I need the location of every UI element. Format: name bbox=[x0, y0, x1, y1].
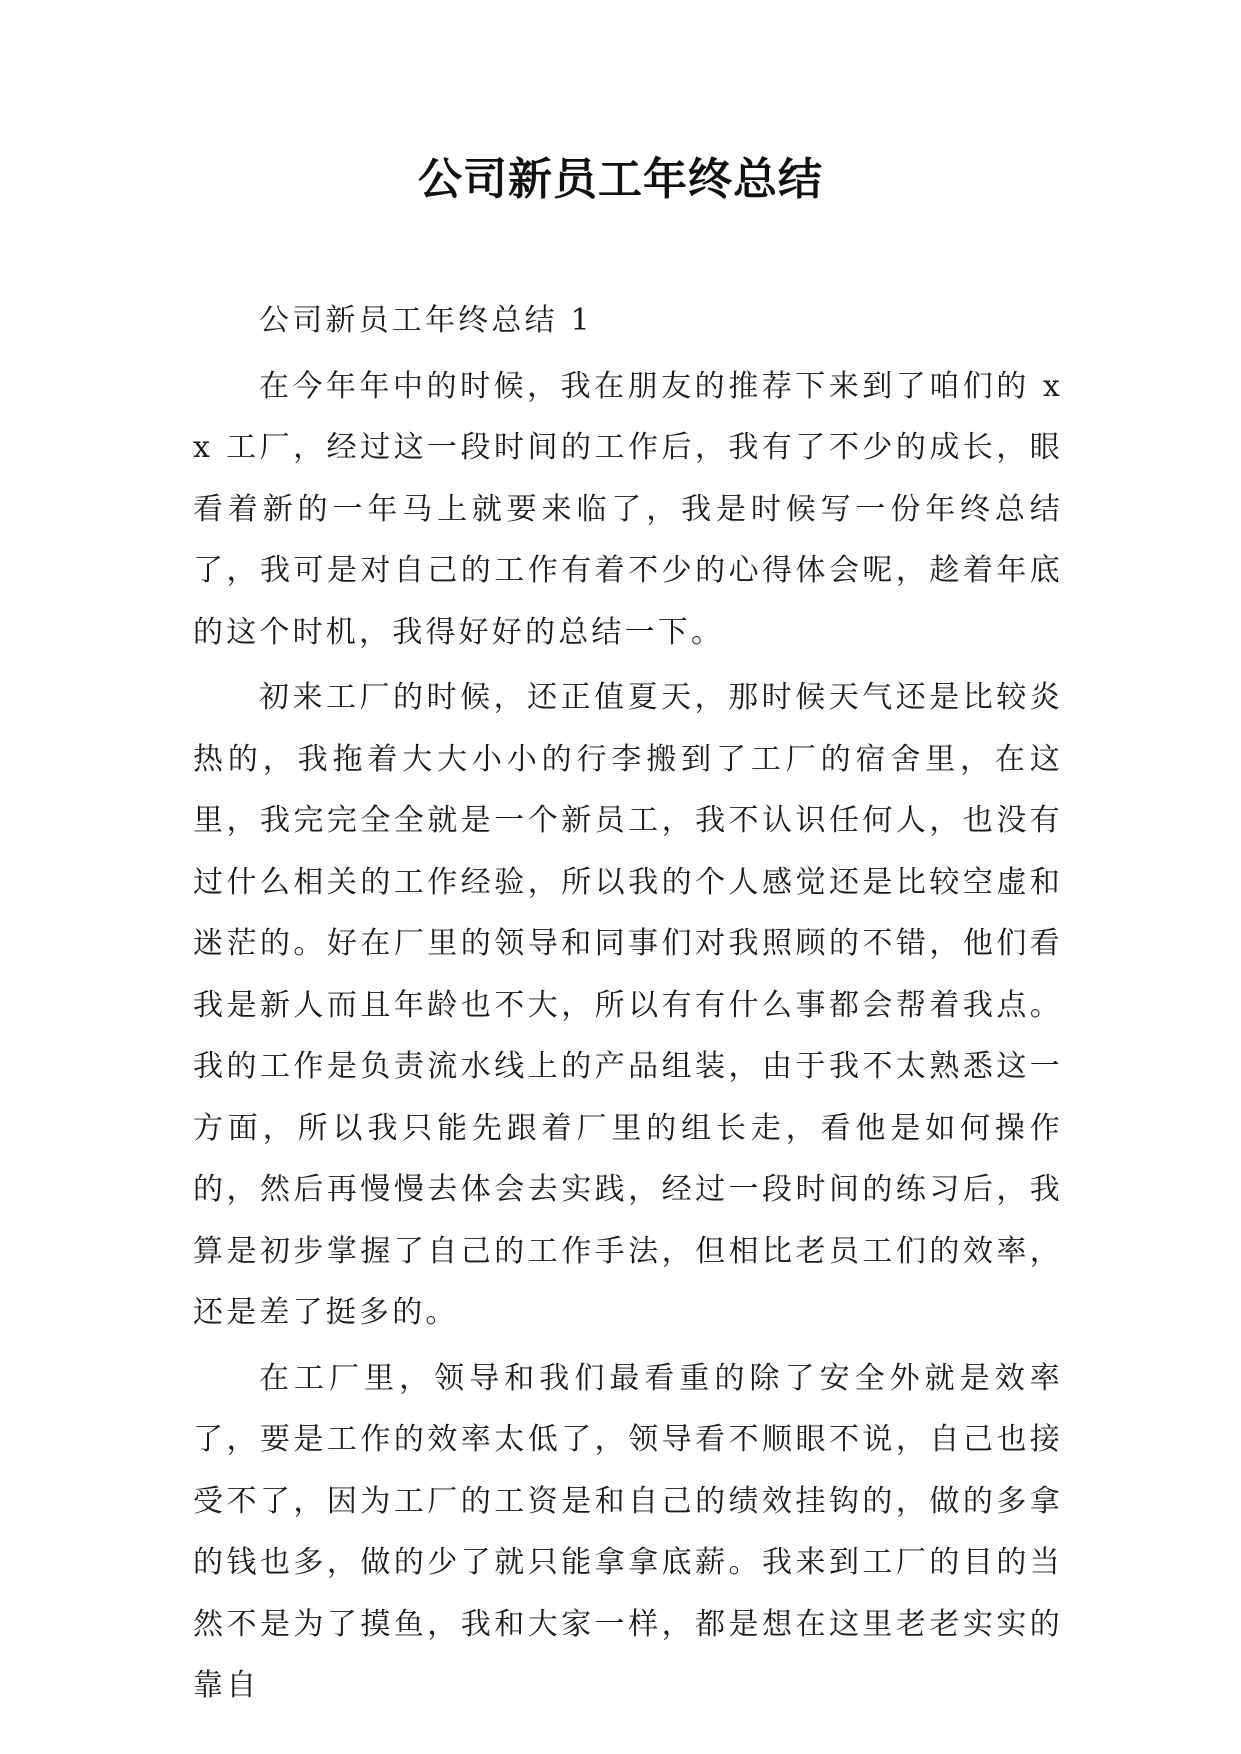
paragraph: 初来工厂的时候，还正值夏天，那时候天气还是比较炎热的，我拖着大大小小的行李搬到了工厂的宿舍里，在这里，我完完全全就是一个新员工，我不认识任何人，也没有过什么相关的工作经验，所以我的个人感觉还是比较空虚和迷茫的。好在厂里的领导和同事们对我照顾的不错，他们看我是新人而且年龄也不大，所以有有什么事都会帮着我点。我的工作是负责流水线上的产品组装，由于我不太熟悉这一方面，所以我只能先跟着厂里的组长走，看他是如何操作的，然后再慢慢去体会去实践，经过一段时间的练习后，我算是初步掌握了自己的工作手法，但相比老员工们的效率，还是差了挺多的。 bbox=[193, 680, 1063, 1330]
paragraph: 在工厂里，领导和我们最看重的除了安全外就是效率了，要是工作的效率太低了，领导看不顺眼不说，自己也接受不了，因为工厂的工资是和自己的绩效挂钩的，做的多拿的钱也多，做的少了就只能拿拿底薪。我来到工厂的目的当然不是为了摸鱼，我和大家一样，都是想在这里老老实实的靠自 bbox=[193, 1360, 1063, 1703]
paragraph: 在今年年中的时候，我在朋友的推荐下来到了咱们的 xx 工厂，经过这一段时间的工作后，我有了不少的成长，眼看着新的一年马上就要来临了，我是时候写一份年终总结了，我可是对自己的工作有着不少的心得体会呢，趁着年底的这个时机，我得好好的总结一下。 bbox=[193, 368, 1063, 650]
document-body bbox=[193, 290, 1063, 1721]
section-heading: 公司新员工年终总结 1 bbox=[259, 303, 593, 338]
document-title: 公司新员工年终总结 bbox=[418, 154, 823, 205]
